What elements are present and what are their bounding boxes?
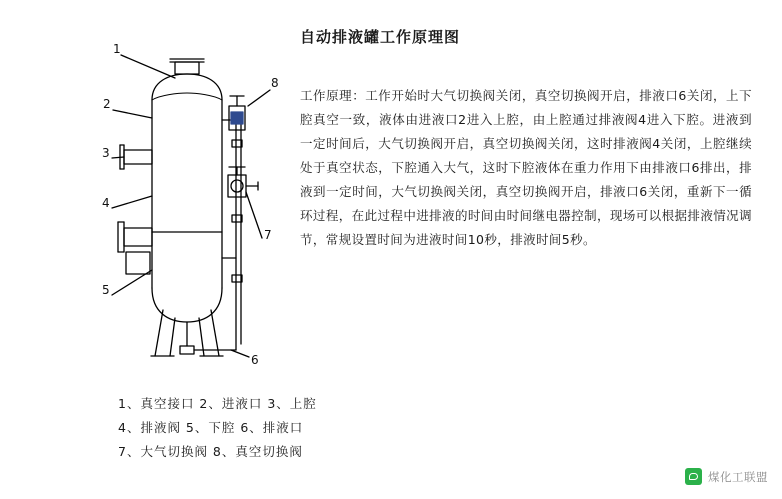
top-nozzle — [175, 62, 199, 74]
leader-8 — [248, 90, 270, 106]
callout-5: 5 — [102, 283, 110, 297]
chat-badge-icon — [685, 468, 702, 485]
leader-3 — [112, 157, 124, 158]
callout-3: 3 — [102, 146, 110, 160]
legend-line-2: 4、排液阀 5、下腔 6、排液口 — [118, 420, 304, 435]
leader-4 — [112, 196, 152, 208]
leg-left-inner — [170, 318, 175, 356]
leader-1 — [121, 55, 175, 78]
callout-8: 8 — [271, 76, 279, 90]
vessel-schematic — [0, 0, 300, 400]
tank-bottom-dome — [152, 288, 222, 322]
bottom-drain-flange — [180, 346, 194, 354]
legend-line-3: 7、大气切换阀 8、真空切换阀 — [118, 444, 303, 459]
legend — [118, 392, 317, 464]
leader-2 — [113, 110, 152, 118]
principle-description: 工作原理：工作开始时大气切换阀关闭，真空切换阀开启，排液口6关闭，上下腔真空一致，液体由进液口2进入上腔，由上腔通过排液阀4进入下腔。进液到一定时间后，大气切换阀开启，真空切换阀关闭，这时排液阀4关闭，上腔继续处于真空状态，下腔通入大气，这时下腔液体在重力作用下由排液口6排出，排液到一定时间，大气切换阀关闭，真空切换阀开启，排液口6关闭，重新下一循环过程，在此过程中进排液的时间由时间继电器控制，现场可以根据排液情况调节，常规设置时间为进液时间10秒，排液时间5秒。 — [300, 88, 752, 247]
left-lower-nozzle — [124, 228, 152, 246]
page-title: 自动排液罐工作原理图 — [300, 28, 461, 46]
legend-line-1: 1、真空接口 2、进液口 3、上腔 — [118, 396, 317, 411]
callout-1: 1 — [113, 42, 121, 56]
callout-4: 4 — [102, 196, 110, 210]
callout-7: 7 — [264, 228, 272, 242]
footer-brand — [685, 468, 768, 485]
callout-6: 6 — [251, 353, 259, 367]
valve-8-actuator — [231, 112, 243, 124]
leg-left — [155, 310, 163, 356]
tank-top-seam — [152, 93, 222, 100]
left-upper-nozzle — [124, 150, 152, 164]
leader-7 — [246, 192, 262, 238]
left-lower-body — [126, 252, 150, 274]
callout-2: 2 — [103, 97, 111, 111]
footer-brand-label: 煤化工联盟 — [708, 469, 768, 484]
leader-6 — [231, 350, 249, 357]
leg-right — [211, 310, 219, 356]
